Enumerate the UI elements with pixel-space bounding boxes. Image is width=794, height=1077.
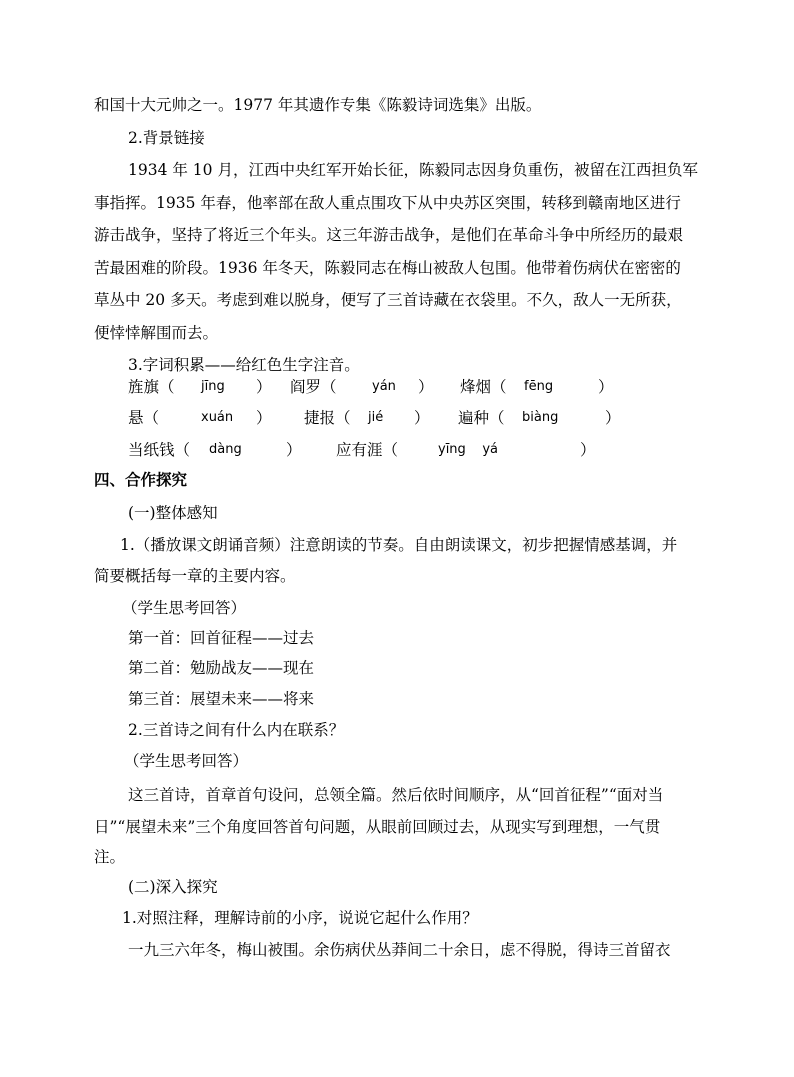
vocab-pinyin: yīng yá xyxy=(438,442,498,457)
vocab-close: ） xyxy=(286,441,302,459)
section-title: 四、合作探究 xyxy=(94,470,188,489)
question-line: 1.对照注释，理解诗前的小序，说说它起什么作用？ xyxy=(122,909,478,927)
vocab-close: ） xyxy=(414,409,430,427)
section-heading: 2.背景链接 xyxy=(128,129,205,147)
vocab-word: 旌旗（ xyxy=(128,378,175,396)
text-line: 一九三六年冬，梅山被围。余伤病伏丛莽间二十余日，虑不得脱，得诗三首留衣 xyxy=(128,941,671,959)
vocab-word: 遍种（ xyxy=(458,409,505,427)
vocab-pinyin: jié xyxy=(368,410,384,425)
text-line: 草丛中 20 多天。考虑到难以脱身，便写了三首诗藏在衣袋里。不久，敌人一无所获， xyxy=(94,291,682,309)
vocab-close: ） xyxy=(418,378,434,396)
text-line: 第二首：勉励战友——现在 xyxy=(128,659,315,677)
vocab-close: ） xyxy=(580,441,596,459)
subsection-heading: (二)深入探究 xyxy=(128,878,218,896)
text-line: 这三首诗，首章首句设问，总领全篇。然后依时间顺序，从“回首征程”“面对当 xyxy=(128,786,664,804)
vocab-word: 阎罗（ xyxy=(290,378,337,396)
vocab-close: ） xyxy=(605,409,621,427)
vocab-pinyin: fēng xyxy=(524,379,554,394)
answer-prompt: （学生思考回答） xyxy=(124,752,249,770)
section-heading: 3.字词积累——给红色生字注音。 xyxy=(128,356,360,374)
vocab-close: ） xyxy=(256,378,272,396)
vocab-word: 当纸钱（ xyxy=(128,441,191,459)
vocab-word: 悬（ xyxy=(128,409,160,427)
vocab-word: 应有涯（ xyxy=(336,441,399,459)
vocab-row xyxy=(128,439,728,461)
vocab-row xyxy=(128,407,728,429)
vocab-pinyin: dàng xyxy=(209,442,242,457)
text-line: 日”“展望未来”三个角度回答首句问题，从眼前回顾过去，从现实写到理想，一气贯 xyxy=(94,818,661,836)
text-line: 注。 xyxy=(94,848,126,866)
vocab-pinyin: xuán xyxy=(201,410,234,425)
text-line: 和国十大元帅之一。1977 年其遗作专集《陈毅诗词选集》出版。 xyxy=(94,96,542,114)
vocab-word: 捷报（ xyxy=(304,409,351,427)
vocab-pinyin: jīng xyxy=(201,379,225,394)
text-line: 苦最困难的阶段。1936 年冬天，陈毅同志在梅山被敌人包围。他带着伤病伏在密密的 xyxy=(94,259,681,277)
text-line: 1934 年 10 月，江西中央红军开始长征，陈毅同志因身负重伤，被留在江西担负军 xyxy=(128,161,698,179)
text-line: 第三首：展望未来——将来 xyxy=(128,690,315,708)
vocab-close: ） xyxy=(256,409,272,427)
text-line: 游击战争，坚持了将近三个年头。这三年游击战争，是他们在革命斗争中所经历的最艰 xyxy=(94,226,684,244)
vocab-row xyxy=(128,376,728,398)
vocab-word: 烽烟（ xyxy=(460,378,507,396)
text-line: 事指挥。1935 年春，他率部在敌人重点围攻下从中央苏区突围，转移到赣南地区进行 xyxy=(94,194,681,212)
vocab-pinyin: biàng xyxy=(522,410,559,425)
subsection-heading: (一)整体感知 xyxy=(128,504,218,522)
question-line: 1.（播放课文朗诵音频）注意朗读的节奏。自由朗读课文，初步把握情感基调，并 xyxy=(120,536,678,554)
text-line: 便悻悻解围而去。 xyxy=(94,324,219,342)
answer-prompt: （学生思考回答） xyxy=(122,599,247,617)
vocab-close: ） xyxy=(598,378,614,396)
text-line: 第一首：回首征程——过去 xyxy=(128,629,315,647)
text-line: 简要概括每一章的主要内容。 xyxy=(94,567,296,585)
question-line: 2.三首诗之间有什么内在联系？ xyxy=(128,721,345,739)
vocab-pinyin: yán xyxy=(372,379,396,394)
